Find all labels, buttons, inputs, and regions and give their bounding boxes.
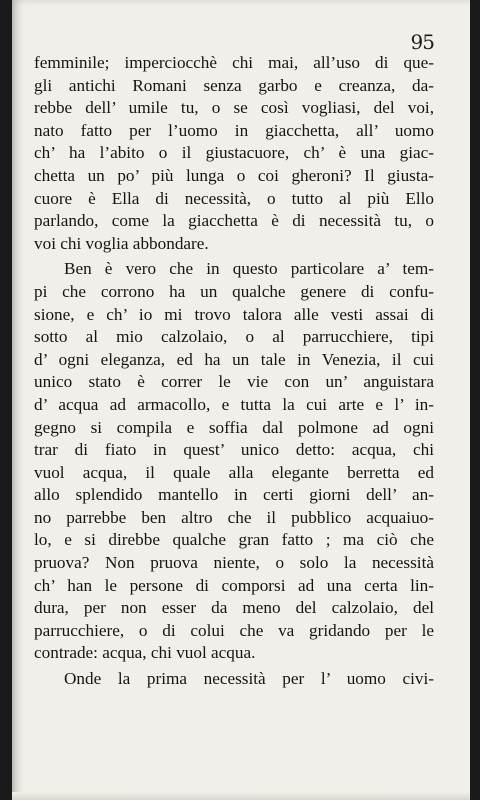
text-line: unico stato è correr le vie con un’ anguistara — [34, 372, 434, 392]
text-line: contrade: acqua, chi vuol acqua. — [34, 643, 256, 663]
text-line: Ben è vero che in questo particolare a’ tem- — [64, 259, 434, 279]
page-bottom-edge — [12, 792, 470, 800]
text-line: ch’ ha l’abito o il giustacuore, ch’ è una giac- — [34, 143, 434, 163]
text-line: nato fatto per l’uomo in giacchetta, all’ uomo — [34, 120, 434, 140]
text-line: vuol acqua, il quale alla elegante berretta ed — [34, 462, 434, 482]
text-line: d’ ogni eleganza, ed ha un tale in Venezia, il cui — [34, 349, 434, 369]
text-line: sione, e ch’ io mi trovo talora alle vesti assai di — [34, 304, 434, 324]
text-line: allo splendido mantello in certi giorni dell’ an- — [34, 485, 434, 505]
text-line: parlando, come la giacchetta è di necessità tu, o — [34, 211, 434, 231]
text-line: pruova? Non pruova niente, o solo la necessità — [34, 553, 434, 573]
text-line: ch’ han le persone di comporsi ad una certa lin- — [34, 575, 434, 595]
text-line: parrucchiere, o di colui che va gridando per le — [34, 620, 434, 640]
body-text — [34, 52, 434, 691]
text-line: gli antichi Romani senza garbo e creanza, da- — [34, 75, 434, 95]
text-line: d’ acqua ad armacollo, e tutta la cui arte e l’ in- — [34, 394, 434, 414]
book-page — [12, 0, 470, 800]
text-line: femminile; imperciocchè chi mai, all’uso di que- — [34, 53, 434, 72]
page-number: 95 — [410, 30, 434, 54]
text-line: no parrebbe ben altro che il pubblico acquaiuo- — [34, 507, 434, 527]
text-line: dura, per non esser da meno del calzolaio, del — [34, 598, 434, 618]
text-line: cuore è Ella di necessità, o tutto al più Ello — [34, 188, 434, 208]
text-line: sotto al mio calzolaio, o al parrucchiere, tipi — [34, 327, 434, 347]
text-line: voi chi voglia abbondare. — [34, 233, 209, 253]
text-line: rebbe dell’ umile tu, o se così vogliasi, del voi, — [34, 98, 434, 118]
text-line: Onde la prima necessità per l’ uomo civi- — [64, 669, 434, 689]
text-line: pi che corrono ha un qualche genere di confu- — [34, 281, 434, 301]
text-line: lo, e si direbbe qualche gran fatto ; ma ciò che — [34, 530, 434, 550]
text-line: chetta un po’ più lunga o coi gheroni? Il giusta- — [34, 165, 434, 185]
text-line: trar di fiato in quest’ unico detto: acqua, chi — [34, 440, 434, 460]
text-line: gegno si compila e soffia dal polmone ad ogni — [34, 417, 434, 437]
